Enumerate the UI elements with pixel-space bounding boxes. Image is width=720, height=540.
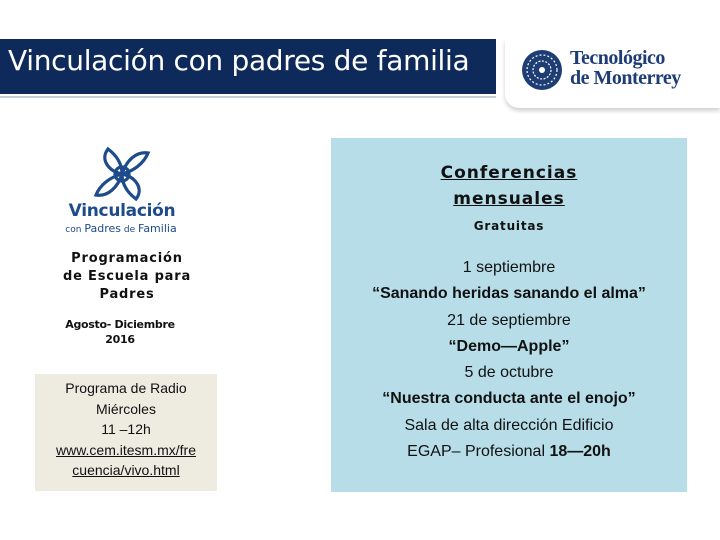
radio-info-text (35, 378, 217, 481)
location-line1: Sala de alta dirección Edificio (404, 416, 614, 434)
radio-link[interactable] (35, 440, 217, 481)
event1-title: “Sanando heridas sanando el alma” (372, 285, 646, 303)
logo-sub-main: Padres (84, 222, 121, 235)
radio-line1: Programa de Radio (65, 380, 187, 396)
conferences-title-line2: mensuales (453, 189, 565, 209)
logo-sub-end: Familia (138, 222, 177, 235)
tec-seal-icon (520, 48, 564, 92)
logo-sub-mid: de (123, 225, 136, 235)
program-title (52, 250, 202, 304)
program-dates (52, 317, 188, 347)
brand-name (570, 48, 681, 88)
vinculacion-flower-icon (86, 143, 158, 205)
event1-date: 1 septiembre (462, 259, 556, 276)
location-line2 (331, 439, 687, 465)
program-title-line2: de Escuela para (62, 269, 192, 284)
location-time: 18—20h (549, 443, 611, 461)
program-dates-line1: Agosto- Diciembre (65, 318, 175, 331)
event3-date: 5 de octubre (464, 364, 554, 382)
brand-name-line1: Tecnológico (570, 47, 665, 69)
event2-date: 21 de septiembre (447, 311, 571, 329)
logo-sub-prefix: con (65, 225, 82, 235)
page-title: Vinculación con padres de familia (8, 44, 470, 77)
conferences-events (331, 255, 687, 465)
vinculacion-logo-subtitle (60, 222, 182, 235)
conferences-subtitle: Gratuitas (473, 219, 545, 233)
program-title-line3: Padres (99, 287, 155, 302)
radio-link-line1[interactable]: www.cem.itesm.mx/fre (55, 441, 196, 458)
vinculacion-logo-word: Vinculación (68, 201, 176, 221)
program-title-line1: Programación (71, 251, 183, 266)
conferences-title (331, 160, 687, 212)
event2-title: “Demo—Apple” (448, 337, 570, 355)
location-prefix: EGAP– Profesional (407, 443, 550, 461)
radio-link-line2[interactable]: cuencia/vivo.html (72, 462, 180, 478)
header-divider (0, 96, 496, 98)
event3-title: “Nuestra conducta ante el enojo” (382, 390, 636, 408)
conferences-title-line1: Conferencias (440, 163, 578, 183)
program-dates-line2: 2016 (105, 333, 135, 346)
brand-name-line2: de Monterrey (570, 67, 681, 89)
radio-line3: 11 –12h (101, 421, 151, 437)
radio-line2: Miércoles (96, 400, 156, 417)
